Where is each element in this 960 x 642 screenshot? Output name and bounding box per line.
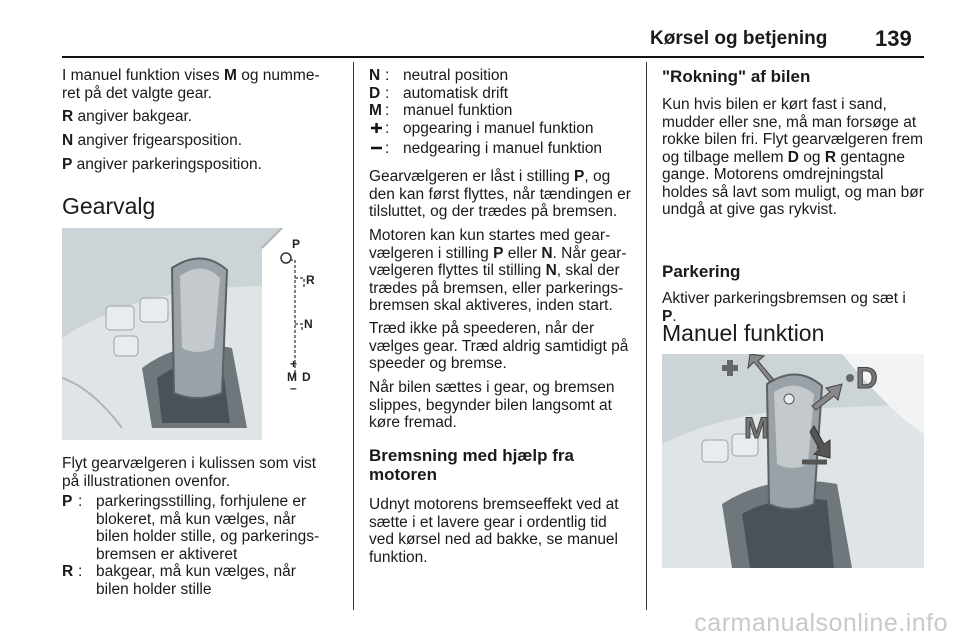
definition-plus: : opgearing i manuel funktion (369, 120, 639, 141)
plus-icon (369, 120, 383, 136)
page-number: 139 (875, 26, 912, 51)
definition-list-2 (369, 67, 639, 161)
definition-n: N : neutral position (369, 67, 509, 84)
gate-label-d: D (302, 370, 311, 384)
gate-label-n: N (304, 317, 313, 331)
column-divider-2 (646, 62, 647, 610)
definition-m: M : manuel funktion (369, 102, 513, 119)
section-title: Kørsel og betjening (650, 28, 828, 49)
n-description: N angiver frigearsposition. (62, 132, 243, 149)
gate-label-r: R (306, 273, 315, 287)
minus-icon (369, 140, 383, 156)
r-description: R angiver bakgear. (62, 108, 193, 125)
illustration-label-d: D (856, 362, 878, 395)
heading-manual-mode: Manuel funktion (662, 320, 825, 346)
definition-r: R : bakgear, må kun vælges, når bilen holder stille (62, 563, 296, 598)
header-rule (62, 56, 924, 58)
column-divider-1 (353, 62, 354, 610)
intro-paragraph: I manuel funktion vises M og numme- ret på det valgte gear. (62, 67, 320, 102)
gate-label-plus: + (290, 357, 298, 371)
gate-label-p: P (292, 237, 301, 251)
illustration-label-m: M (744, 412, 769, 445)
accelerator-paragraph: Træd ikke på speederen, når der vælges gear. Træd aldrig samtidigt på speeder og bremse. (369, 320, 629, 372)
manual-mode-drawing (662, 354, 924, 568)
heading-parking: Parkering (662, 262, 741, 281)
gear-selector-illustration (62, 228, 340, 440)
heading-gearvalg: Gearvalg (62, 193, 156, 219)
gear-lever-drawing (62, 228, 340, 440)
definition-list-1 (62, 493, 347, 598)
definition-d: D : automatisk drift (369, 84, 509, 102)
heading-rocking: "Rokning" af bilen (662, 67, 811, 86)
lock-paragraph: Gearvælgeren er låst i stilling P, og den kan først flyttes, når tændingen er tilsluttet, og der trædes på bremsen. (369, 168, 631, 220)
gate-label-minus: – (290, 381, 297, 395)
gate-label-m: M (287, 370, 297, 384)
parking-paragraph: Aktiver parkeringsbremsen og sæt i P. (662, 290, 906, 325)
definition-minus: : nedgearing i manuel funktion (369, 140, 639, 161)
creep-paragraph: Når bilen sættes i gear, og bremsen slippes, begynder bilen langsomt at køre fremad. (369, 379, 615, 431)
manual-mode-illustration (662, 354, 924, 568)
heading-engine-braking: Bremsning med hjælp fra motoren (369, 446, 574, 484)
p-description: P angiver parkeringsposition. (62, 156, 262, 173)
start-paragraph: Motoren kan kun startes med gear- vælgeren i stilling P eller N. Når gear- vælgeren flyttes til stilling N, skal der trædes på bremsen, eller parkerings- bremsen skal aktiveres, inden start. (369, 227, 627, 314)
rocking-paragraph: Kun hvis bilen er kørt fast i sand, mudder eller sne, må man forsøge at rokke bilen fri. Flyt gearvælgeren frem og tilbage mellem D og R gentagne gange. Motorens omdrejningstal holdes så lavt som muligt, og man bør undgå at give gas rykvist. (662, 96, 924, 218)
watermark: carmanualsonline.info (694, 609, 948, 637)
definition-p: P : parkeringsstilling, forhjulene er blokeret, må kun vælges, når bilen holder stille, og parkerings- bremsen er aktiveret (62, 493, 320, 563)
engine-braking-paragraph: Udnyt motorens bremseeffekt ved at sætte i et lavere gear i ordentlig tid ved kørsel ned ad bakke, se manuel funktion. (369, 496, 619, 566)
illustration-caption: Flyt gearvælgeren i kulissen som vist på illustrationen ovenfor. (62, 455, 317, 490)
